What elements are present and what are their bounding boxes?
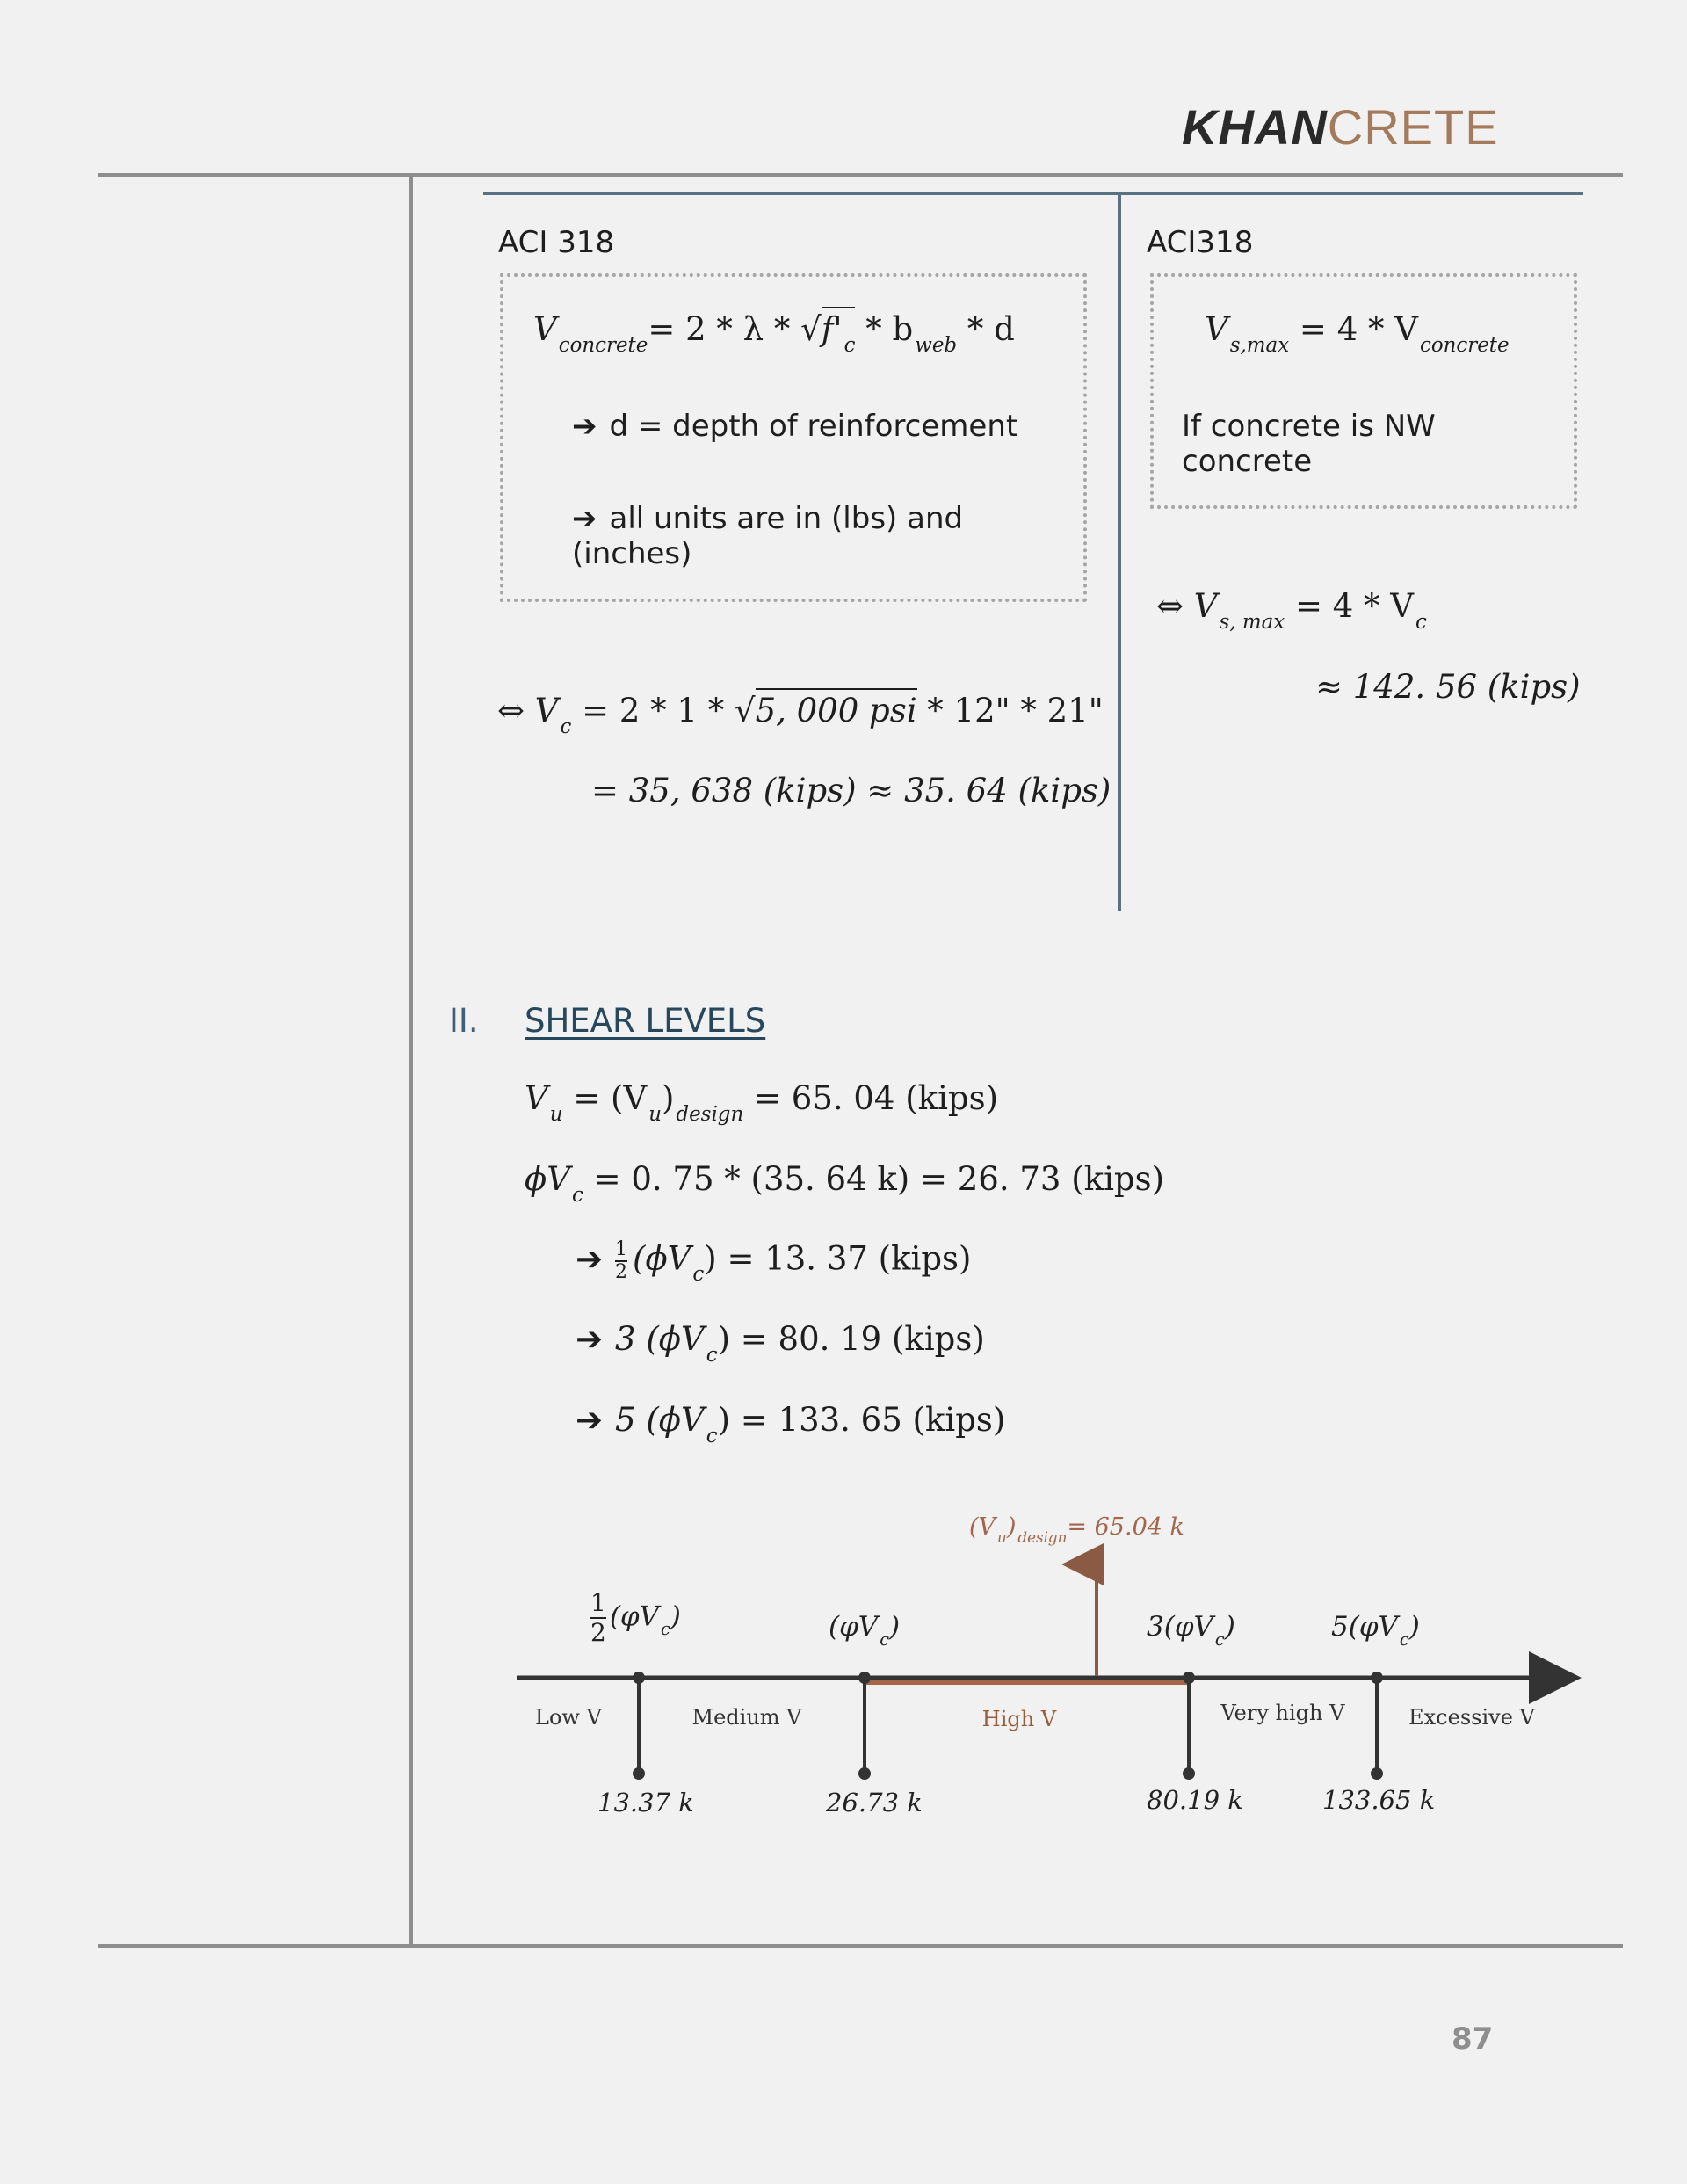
zone-excessive: Excessive V	[1408, 1705, 1535, 1730]
zone-medium: Medium V	[691, 1705, 802, 1730]
section-number: II.	[449, 1002, 479, 1040]
design-label: (V $_u$) $_{design}$= 65.04 k	[969, 1513, 1184, 1547]
value-13-37: 13.37 k	[597, 1788, 694, 1818]
phivc-line: $\phi V_c = 0$. 75 * (35. 64 k) = 26. 73 (kips)	[525, 1160, 1165, 1207]
logo-bold: KHAN	[1182, 99, 1328, 155]
note-depth: ➔ d = depth of reinforcement	[572, 409, 1018, 444]
vconcrete-formula: $V_{concrete}= 2 * \lambda * √f'_c * b_{web} * d$	[533, 310, 1015, 348]
vsmax-formula: $V_{s,max} = 4 * V_{concrete}$	[1205, 310, 1510, 357]
arrow-icon: ➔	[572, 501, 597, 536]
three-phivc-line: ➔ 3 $(\phi V_c) = 80$. 19 (kips)	[576, 1320, 985, 1367]
right-box-label: ACI318	[1147, 225, 1254, 260]
section-title: SHEAR LEVELS	[525, 1002, 766, 1040]
vc-calc-line1: ⇔ $V_c = 2 * 1 * √5$, 000 psi * 12" * 21"	[497, 692, 1104, 729]
vu-line: $V_u = (V_u)_{design} = 65$. 04 (kips)	[525, 1079, 999, 1126]
zone-very-high: Very high V	[1220, 1701, 1345, 1725]
half-phivc-line: ➔ $\frac{1}{2}$ $(\phi V_c) = 13$. 37 (kips)	[576, 1238, 972, 1287]
five-phivc-line: ➔ 5 $(\phi V_c) = 133$. 65 (kips)	[576, 1401, 1006, 1448]
value-133-65: 133.65 k	[1322, 1785, 1436, 1815]
tick-80-19	[1183, 1672, 1195, 1780]
vc-calc-line2: = 35, 638 (kips) ≈ 35. 64 (kips)	[591, 772, 1111, 809]
arrow-icon: ➔	[576, 1320, 604, 1358]
tick-label-5phivc: 5(φV $_c$)	[1331, 1611, 1420, 1650]
value-26-73: 26.73 k	[826, 1788, 923, 1818]
arrow-icon: ➔	[576, 1239, 604, 1278]
arrow-icon: ➔	[576, 1401, 604, 1439]
note-units: ➔ all units are in (lbs) and (inches)	[572, 501, 964, 571]
tick-133-65	[1371, 1672, 1383, 1780]
tick-label-3phivc: 3(φV $_c$)	[1147, 1611, 1235, 1650]
vsmax-calc-line2: ≈ 142. 56 (kips)	[1315, 668, 1581, 706]
left-box-label: ACI 318	[498, 225, 615, 260]
tick-26-73	[858, 1672, 871, 1780]
zone-high: High V	[981, 1707, 1057, 1731]
value-80-19: 80.19 k	[1147, 1785, 1243, 1815]
vsmax-calc-line1: ⇔ $V_{s, max} = 4 * V_c$	[1156, 587, 1427, 634]
tick-13-37	[633, 1672, 645, 1780]
tick-label-half: $\frac{1}{2}$ (φV $_c$)	[590, 1588, 681, 1647]
logo-light: CRETE	[1327, 99, 1499, 155]
arrow-icon: ➔	[572, 409, 597, 444]
page-number: 87	[1452, 2021, 1494, 2057]
zone-low: Low V	[535, 1705, 602, 1730]
tick-label-phivc: (φV $_c$)	[829, 1611, 901, 1650]
nw-note: If concrete is NW concrete	[1182, 409, 1436, 479]
